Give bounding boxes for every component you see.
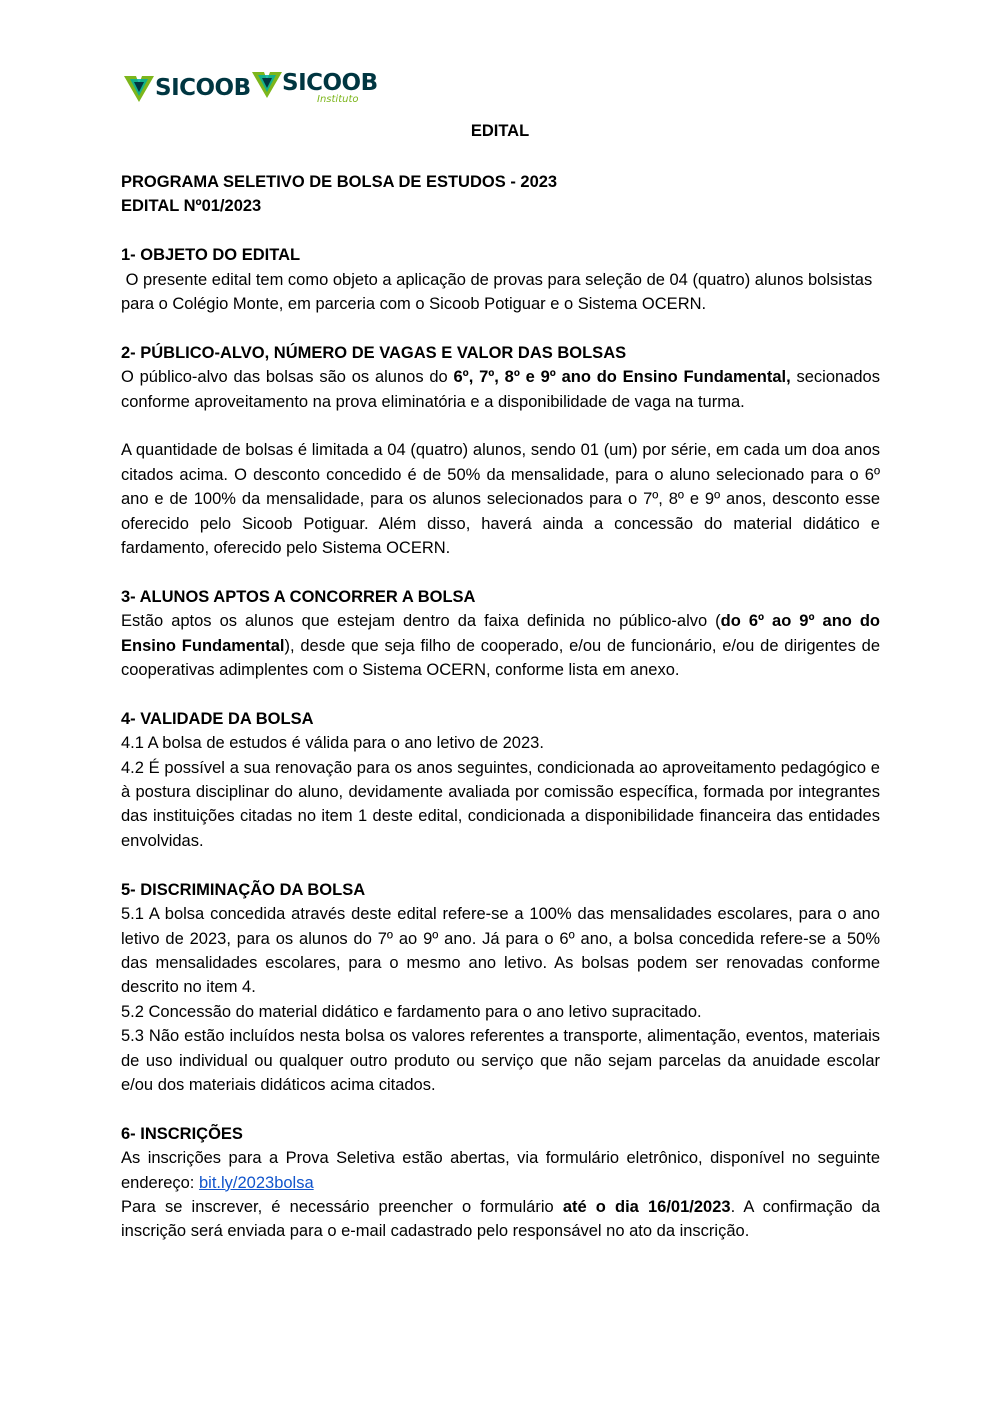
section-2-p1-text: O público-alvo das bolsas são os alunos do xyxy=(121,368,454,387)
section-4-item-1: 4.1 A bolsa de estudos é válida para o ano letivo de 2023. xyxy=(121,734,544,753)
program-title: PROGRAMA SELETIVO DE BOLSA DE ESTUDOS - 2023 xyxy=(121,173,558,191)
section-5-heading: 5- DISCRIMINAÇÃO DA BOLSA xyxy=(121,880,366,899)
sicoob-instituto-logo xyxy=(251,70,386,110)
section-6-heading: 6- INSCRIÇÕES xyxy=(121,1124,243,1143)
edital-number: EDITAL Nº01/2023 xyxy=(121,197,262,216)
section-2-p1-bold: 6º, 7º, 8º e 9º ano do Ensino Fundamental, xyxy=(453,368,791,387)
section-6-p2-text-end: . A confirmação da inscrição será enviada para o e-mail cadastrado pelo responsável no ato da inscrição. xyxy=(121,1197,880,1241)
section-6-p1-text: As inscrições para a Prova Seletiva estão abertas, via formulário eletrônico, disponível no seguinte endereço: xyxy=(121,1149,880,1192)
registration-deadline: até o dia 16/01/2023 xyxy=(562,1197,731,1216)
section-6-paragraph-2 xyxy=(121,1195,880,1244)
document-body xyxy=(121,170,880,1244)
section-1-heading: 1- OBJETO DO EDITAL xyxy=(121,246,301,265)
section-3-p1-text-end: ), desde que seja filho de cooperado, e/ou de funcionário, e/ou de dirigentes de cooperativas adimplentes com o Sistema OCERN, conforme lista em anexo. xyxy=(121,636,881,680)
section-3-heading: 3- ALUNOS APTOS A CONCORRER A BOLSA xyxy=(121,587,476,606)
section-3-paragraph xyxy=(121,609,880,682)
section-5-item-3: 5.3 Não estão incluídos nesta bolsa os valores referentes a transporte, alimentação, eventos, materiais de uso individual ou qualquer outro produto ou serviço que não sejam parcelas da anuidade escolar e/ou dos materiais didáticos acima citados. xyxy=(121,1027,880,1094)
section-4-heading: 4- VALIDADE DA BOLSA xyxy=(121,709,314,728)
sicoob-instituto-logo-text: SICOOB xyxy=(282,70,378,96)
registration-link[interactable]: bit.ly/2023bolsa xyxy=(198,1173,314,1192)
sicoob-logo-mark-icon xyxy=(124,74,154,104)
section-4-item-2: 4.2 É possível a sua renovação para os anos seguintes, condicionada ao aproveitamento pedagógico e à postura disciplinar do aluno, devidamente avaliada por comissão específica, formada por integrantes das instituições citadas no item 1 deste edital, condicionada a disponibilidade financeira das entidades envolvidas. xyxy=(121,758,880,850)
section-2-paragraph-2: A quantidade de bolsas é limitada a 04 (quatro) alunos, sendo 01 (um) por série, em cada um doa anos citados acima. O desconto concedido é de 50% da mensalidade, para o aluno selecionado para o 6º ano e de 100% da mensalidade, para os alunos selecionados para o 7º, 8º e 9º anos, desconto esse oferecido pelo Sicoob Potiguar. Além disso, haverá ainda a concessão do material didático e fardamento, oferecido pelo Sistema OCERN. xyxy=(121,441,880,558)
section-3-p1-text: Estão aptos os alunos que estejam dentro da faixa definida no público-alvo ( xyxy=(121,612,721,631)
section-5-item-2: 5.2 Concessão do material didático e fardamento para o ano letivo supracitado. xyxy=(121,1002,702,1021)
header-logos xyxy=(124,70,384,110)
sicoob-logo xyxy=(124,70,251,110)
section-3-p1-bold: do 6º ao 9º ano do Ensino Fundamental xyxy=(121,612,881,655)
section-2-heading: 2- PÚBLICO-ALVO, NÚMERO DE VAGAS E VALOR DAS BOLSAS xyxy=(121,343,627,362)
section-2-paragraph-1 xyxy=(121,365,880,414)
section-6-paragraph-1 xyxy=(121,1146,880,1195)
sicoob-instituto-logo-sub: Instituto xyxy=(317,94,359,105)
section-6-p2-text: Para se inscrever, é necessário preencher o formulário xyxy=(121,1197,563,1216)
section-1-paragraph: O presente edital tem como objeto a aplicação de provas para seleção de 04 (quatro) alunos bolsistas para o Colégio Monte, em parceria com o Sicoob Potiguar e o Sistema OCERN. xyxy=(121,270,877,314)
sicoob-logo-text: SICOOB xyxy=(155,75,251,101)
sicoob-instituto-logo-mark-icon xyxy=(251,70,283,100)
document-title: EDITAL xyxy=(470,122,530,140)
section-5-item-1: 5.1 A bolsa concedida através deste edital refere-se a 100% das mensalidades escolares, para o ano letivo de 2023, para os alunos do 7º ao 9º ano. Já para o 6º ano, a bolsa concedida refere-se a 50% das mensalidades escolares, para o mesmo ano letivo. As bolsas podem ser renovadas conforme descrito no item 4. xyxy=(121,905,880,997)
section-2-p1-text-end: secionados conforme aproveitamento na prova eliminatória e a disponibilidade de vaga na turma. xyxy=(121,368,880,411)
